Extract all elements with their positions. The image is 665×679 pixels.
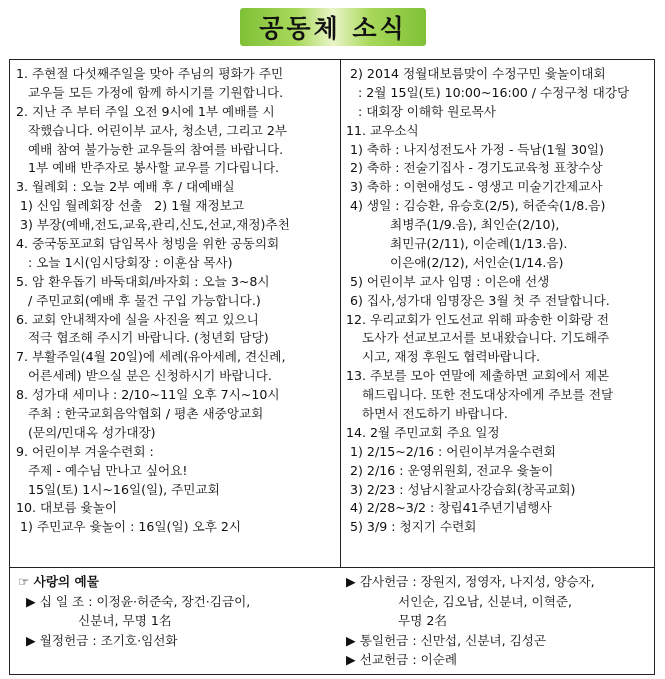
news-line: 3) 부장(예배,전도,교육,관리,신도,선교,재정)추천 <box>16 217 290 233</box>
offering-left <box>18 572 338 650</box>
news-line: 6. 교회 안내책자에 실을 사진을 찍고 있으니 <box>16 311 259 327</box>
news-line: 15일(토) 1시~16일(일), 주민교회 <box>16 481 220 497</box>
news-line: 1) 주민교우 윷놀이 : 16일(일) 오후 2시 <box>16 519 242 535</box>
news-line: 7. 부활주일(4월 20일)에 세례(유아세례, 견신례, <box>16 349 286 365</box>
news-line: 최민규(2/11), 이순례(1/13.음). <box>346 236 568 252</box>
page-title: 공동체 소식 <box>259 14 407 43</box>
news-line: 3) 2/23 : 성남시찰교사강습회(창곡교회) <box>346 481 576 497</box>
title-banner <box>240 8 426 46</box>
news-line: 2) 2014 정월대보름맞이 수정구민 윷놀이대회 <box>346 66 606 81</box>
news-line: 5) 3/9 : 청지기 수련회 <box>346 519 477 535</box>
offering-line: ▶ 감사헌금 : 장원지, 정영자, 나지성, 양승자, <box>346 574 595 589</box>
news-line: 시고, 재정 후원도 협력바랍니다. <box>346 349 541 365</box>
news-line: 11. 교우소식 <box>346 122 419 138</box>
news-line: 주제 - 예수님 만나고 싶어요! <box>16 462 188 478</box>
offering-line: ▶ 통일헌금 : 신만섭, 신분녀, 김성곤 <box>346 632 547 648</box>
news-line: 1. 주현절 다섯째주일을 맞아 주님의 평화가 주민 <box>16 66 284 81</box>
news-line: 4) 2/28~3/2 : 창립41주년기념행사 <box>346 500 552 516</box>
news-line: 도사가 선교보고서를 보내왔습니다. 기도해주 <box>346 330 610 346</box>
column-divider <box>340 60 341 567</box>
news-line: 4. 중국동포교회 담임목사 청빙을 위한 공동의회 <box>16 236 280 252</box>
news-line: 해드립니다. 또한 전도대상자에게 주보를 전달 <box>346 387 614 403</box>
offering-line: ▶ 월정헌금 : 조기호·임선화 <box>18 632 178 648</box>
news-line: 10. 대보름 윷놀이 <box>16 500 118 516</box>
offering-line: ▶ 십 일 조 : 이정윤·허준숙, 장건·김금이, <box>18 593 251 609</box>
news-line: 6) 집사,성가대 임명장은 3월 첫 주 전달합니다. <box>346 292 610 308</box>
news-line: 1) 축하 : 나지성전도사 가정 - 득남(1월 30일) <box>346 141 604 157</box>
news-line: 적극 협조해 주시기 바랍니다. (청년회 담당) <box>16 330 269 346</box>
news-line: 1부 예배 반주자로 봉사할 교우를 기다립니다. <box>16 160 280 176</box>
news-line: 13. 주보를 모아 연말에 제출하면 교회에서 제본 <box>346 368 610 384</box>
news-table <box>9 59 655 568</box>
news-line: 5. 암 환우돕기 바둑대회/바자회 : 오늘 3~8시 <box>16 273 270 289</box>
offering-section <box>9 568 655 675</box>
offering-right <box>346 572 652 670</box>
news-line: 예배 참여 불가능한 교우들의 참여를 바랍니다. <box>16 141 284 157</box>
news-line: : 오늘 1시(임시당회장 : 이훈삼 목사) <box>16 254 233 270</box>
news-line: 2. 지난 주 부터 주일 오전 9시에 1부 예배를 시 <box>16 103 275 119</box>
news-line: / 주민교회(예배 후 물건 구입 가능합니다.) <box>16 292 261 308</box>
title-area <box>0 6 665 50</box>
news-line: 5) 어린이부 교사 임명 : 이은애 선생 <box>346 273 550 289</box>
news-line: 이은애(2/12), 서인순(1/14.음) <box>346 254 564 270</box>
news-line: 12. 우리교회가 인도선교 위해 파송한 이화랑 전 <box>346 311 610 327</box>
offering-line: ▶ 선교헌금 : 이순례 <box>346 652 458 667</box>
news-line: : 2월 15일(토) 10:00~16:00 / 수정구청 대강당 <box>346 84 630 100</box>
news-line: 2) 2/16 : 운영위원회, 전교우 윷놀이 <box>346 462 554 478</box>
news-line: 1) 신임 월례회장 선출 2) 1월 재정보고 <box>16 198 245 214</box>
news-line: 3. 월례회 : 오늘 2부 예배 후 / 대예배실 <box>16 179 235 195</box>
offering-line: 신분녀, 무명 1名 <box>18 613 172 628</box>
news-line: (문의/민대옥 성가대장) <box>16 424 156 440</box>
news-line: 작했습니다. 어린이부 교사, 청소년, 그리고 2부 <box>16 122 288 138</box>
offering-heading: ☞ 사랑의 예물 <box>18 574 99 589</box>
news-line: 2) 축하 : 전술기집사 - 경기도교육청 표창수상 <box>346 160 603 176</box>
right-column <box>346 65 652 537</box>
news-line: 주최 : 한국교회음악협회 / 평촌 새중앙교회 <box>16 406 264 422</box>
news-line: 교우들 모든 가정에 함께 하시기를 기원합니다. <box>16 84 284 100</box>
news-line: 어른세례) 받으실 분은 신청하시기 바랍니다. <box>16 368 272 384</box>
news-line: 9. 어린이부 겨울수련회 : <box>16 443 154 459</box>
news-line: 3) 축하 : 이현애성도 - 영생고 미술기간제교사 <box>346 179 603 195</box>
left-column <box>16 65 336 537</box>
news-line: : 대회장 이해학 원로목사 <box>346 103 496 119</box>
news-line: 하면서 전도하기 바랍니다. <box>346 406 508 422</box>
news-line: 최병주(1/9.음), 최인순(2/10), <box>346 217 560 233</box>
offering-line: 서인순, 김오남, 신분녀, 이혁준, <box>346 593 573 609</box>
offering-line: 무명 2名 <box>346 613 447 628</box>
news-line: 4) 생일 : 김승환, 유승호(2/5), 허준숙(1/8.음) <box>346 198 606 214</box>
news-line: 14. 2월 주민교회 주요 일정 <box>346 424 500 440</box>
news-line: 8. 성가대 세미나 : 2/10~11일 오후 7시~10시 <box>16 387 280 403</box>
news-line: 1) 2/15~2/16 : 어린이부겨울수련회 <box>346 443 556 459</box>
